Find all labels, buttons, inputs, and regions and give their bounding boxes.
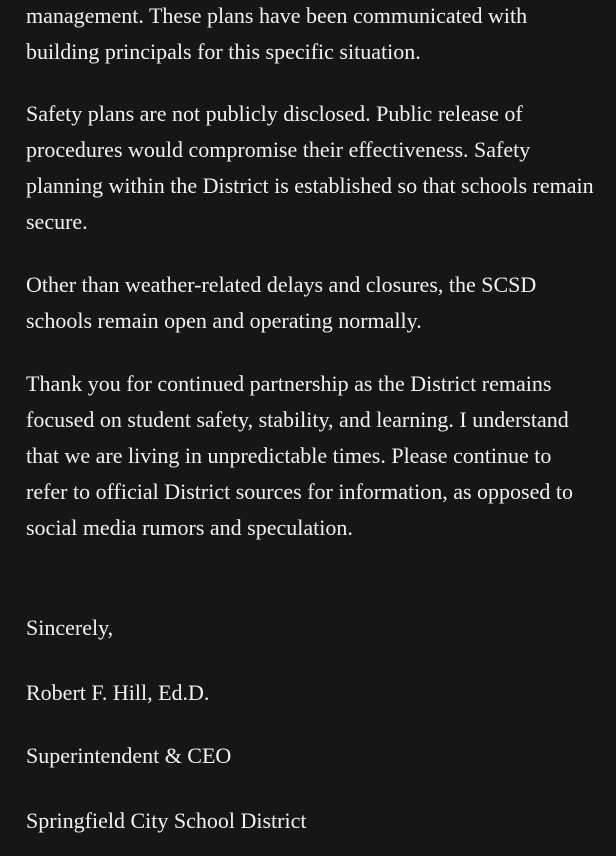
paragraph-plans-communicated: management. These plans have been communicated with building principals for this specific situation. <box>26 3 528 64</box>
signer-title: Superintendent & CEO <box>26 743 232 768</box>
paragraph-safety-plans: Safety plans are not publicly disclosed. Public release of procedures would compromise their effectiveness. Safety planning within the District is established so that schools remain secure. <box>26 101 594 234</box>
paragraph-schools-open: Other than weather-related delays and closures, the SCSD schools remain open and operating normally. <box>26 272 537 333</box>
closing-salutation: Sincerely, <box>26 615 114 640</box>
signer-name: Robert F. Hill, Ed.D. <box>26 680 210 705</box>
paragraph-thank-you: Thank you for continued partnership as the District remains focused on student safety, stability, and learning. I understand that we are living in unpredictable times. Please continue to refer to official District sources for information, as opposed to social media rumors and speculation. <box>26 371 573 540</box>
organization-name: Springfield City School District <box>26 808 307 833</box>
